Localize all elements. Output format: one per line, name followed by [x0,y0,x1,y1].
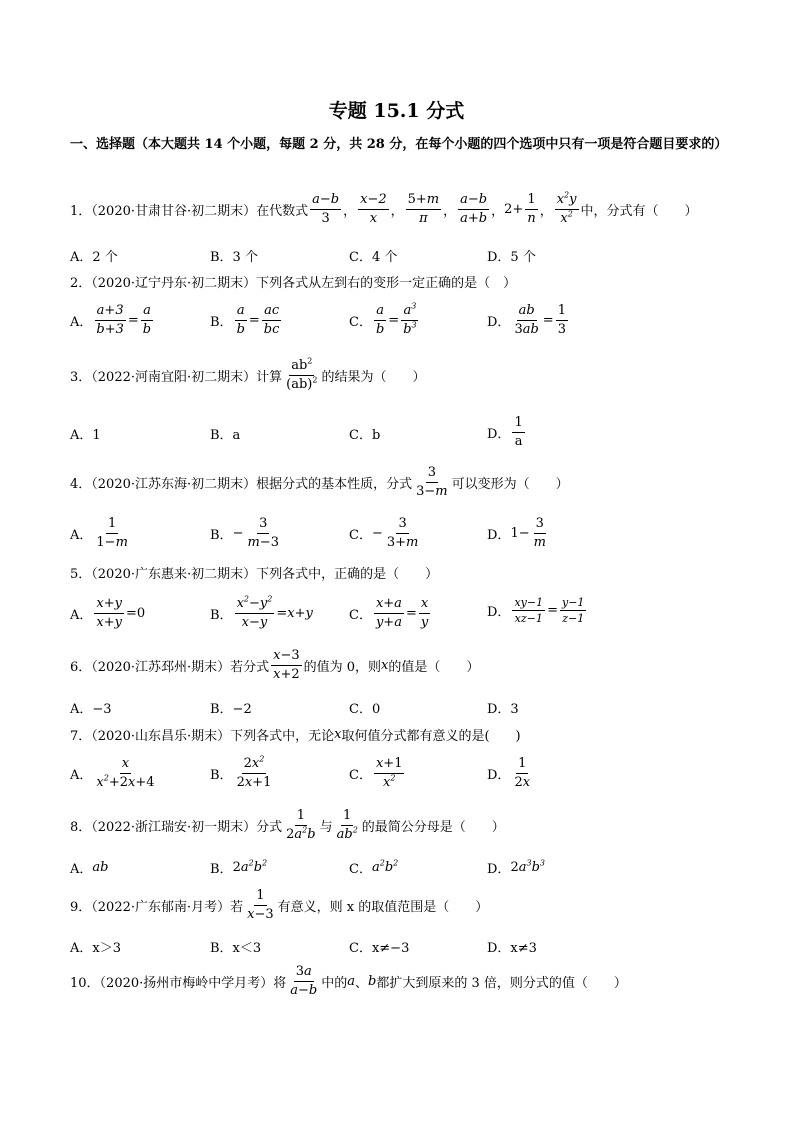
q7-option-d[interactable]: D． $\frac{1}{2x}$ [487,756,531,790]
q8-option-b[interactable]: B． $2a^2b^2$ [210,858,268,877]
question-1: 1．（2020·甘肃甘谷·初二期末）在代数式 $\frac{a-b}{3}$ ， $\frac{x-2}{x}$ ， $\frac{5+m}{\pi}$ ， $\frac{a-b}{a+b}$ ， 2+ $\frac{1}{n}$ ， $\frac{x^2y}{x^2}$ 中，分式有（ ） [70,190,698,226]
math-fraction: $\frac{5+m}{\pi}$ [407,192,440,226]
q4-option-d[interactable]: D． 1− $\frac{3}{m}$ [487,516,546,550]
q5-option-c[interactable]: C． $\frac{x+a}{y+a}$ = $\frac{x}{y}$ [349,596,429,630]
math-fraction: $\frac{a-b}{3}$ [312,192,340,226]
question-7: 7．（2020·山东昌乐·期末）下列各式中，无论 x 取何值分式都有意义的是( ) [70,727,521,744]
q8-option-a[interactable]: A． ab [70,860,109,877]
q6-option-d[interactable]: D．3 [487,702,519,717]
q1-option-a[interactable]: A．2 个 [70,250,118,265]
q1-option-b[interactable]: B．3 个 [210,250,258,265]
math-fraction: $\frac{1}{x-3}$ [247,888,274,922]
q3-option-d[interactable]: D． $\frac{1}{a}$ [487,415,523,449]
question-5: 5．（2020·广东惠来·初二期末）下列各式中，正确的是（ ） [70,567,439,582]
q5-option-d[interactable]: D． $\frac{xy-1}{xz-1}$ = $\frac{y-1}{z-1}$ [487,596,585,625]
q9-option-c[interactable]: C．x≠−3 [349,941,410,956]
q8-option-d[interactable]: D． $2a^3b^3$ [487,858,545,877]
q2-option-d[interactable]: D． $\frac{ab}{3ab}$ = $\frac{1}{3}$ [487,303,566,337]
q2-option-a[interactable]: A． $\frac{a+3}{b+3}$ = $\frac{a}{b}$ [70,303,152,337]
q3-option-b[interactable]: B．a [210,428,241,443]
question-10: 10．（2020·扬州市梅岭中学月考）将 $\frac{3a}{a-b}$ 中的 a 、 b 都扩大到原来的 3 倍，则分式的值（ ） [70,964,627,998]
math-fraction: $\frac{3}{3-m}$ [416,465,448,499]
math-fraction: $\frac{1}{2a^2b}$ [286,808,316,842]
math-fraction: $\frac{x-3}{x+2}$ [273,648,300,682]
q5-option-a[interactable]: A． $\frac{x+y}{x+y}$ =0 [70,596,146,630]
q4-option-a[interactable]: A． $\frac{1}{1-m}$ [70,516,128,550]
q8-option-c[interactable]: C． $a^2b^2$ [349,858,399,877]
q5-option-b[interactable]: B． $\frac{x^2-y^2}{x-y}$ =x+y [210,594,313,630]
q4-option-c[interactable]: C． − $\frac{3}{3+m}$ [349,516,419,550]
q7-option-c[interactable]: C． $\frac{x+1}{x^2}$ [349,756,403,790]
q6-option-b[interactable]: B．−2 [210,702,252,717]
q9-option-a[interactable]: A．x＞3 [70,941,121,956]
question-8: 8．（2022·浙江瑞安·初一期末）分式 $\frac{1}{2a^2b}$ 与 $\frac{1}{ab^2}$ 的最简公分母是（ ） [70,808,505,842]
math-fraction: $\frac{x-2}{x}$ [360,192,387,226]
q4-option-b[interactable]: B． − $\frac{3}{m-3}$ [210,516,279,550]
section-heading: 一、选择题（本大题共 14 个小题，每题 2 分，共 28 分，在每个小题的四个选项中只有一项是符合题目要求的） [70,137,728,152]
q1-option-c[interactable]: C．4 个 [349,250,398,265]
q9-option-d[interactable]: D．x≠3 [487,941,537,956]
math-fraction: $\frac{1}{n}$ [527,192,536,226]
math-fraction: $\frac{3a}{a-b}$ [290,964,318,998]
q3-option-c[interactable]: C．b [349,428,381,443]
question-1-tail: 中，分式有（ ） [580,204,698,219]
q7-option-a[interactable]: A． $\frac{x}{x^2+2x+4}$ [70,756,155,790]
q2-option-b[interactable]: B． $\frac{a}{b}$ = $\frac{ac}{bc}$ [210,303,280,337]
question-2: 2．（2020·辽宁丹东·初二期末）下列各式从左到右的变形一定正确的是（ ） [70,276,517,291]
question-4: 4．（2020·江苏东海·初二期末）根据分式的基本性质，分式 $\frac{3}{3-m}$ 可以变形为（ ） [70,465,569,499]
question-9: 9．（2022·广东郁南·月考）若 $\frac{1}{x-3}$ 有意义，则 x 的取值范围是（ ） [70,888,489,922]
q3-option-a[interactable]: A．1 [70,428,101,443]
q2-option-c[interactable]: C． $\frac{a}{b}$ = $\frac{a^3}{b^3}$ [349,301,417,337]
q1-option-d[interactable]: D．5 个 [487,250,536,265]
q6-option-a[interactable]: A．−3 [70,702,112,717]
math-fraction: $\frac{ab^2}{(ab)^2}$ [286,356,318,392]
question-6: 6．（2020·江苏邳州·期末）若分式 $\frac{x-3}{x+2}$ 的值为 0，则 x 的值是（ ） [70,648,480,682]
q9-option-b[interactable]: B．x＜3 [210,941,262,956]
math-fraction: $\frac{1}{ab^2}$ [336,808,358,842]
math-fraction: $\frac{x^2y}{x^2}$ [556,190,577,226]
q6-option-c[interactable]: C．0 [349,702,381,717]
math-fraction: $\frac{a-b}{a+b}$ [460,192,488,226]
q7-option-b[interactable]: B． $\frac{2x^2}{2x+1}$ [210,754,272,790]
page-title: 专题 15.1 分式 [328,100,465,122]
question-1-stem: 1．（2020·甘肃甘谷·初二期末）在代数式 [70,204,309,219]
question-3: 3．（2022·河南宜阳·初二期末）计算 $\frac{ab^2}{(ab)^2}$ 的结果为（ ） [70,356,426,392]
